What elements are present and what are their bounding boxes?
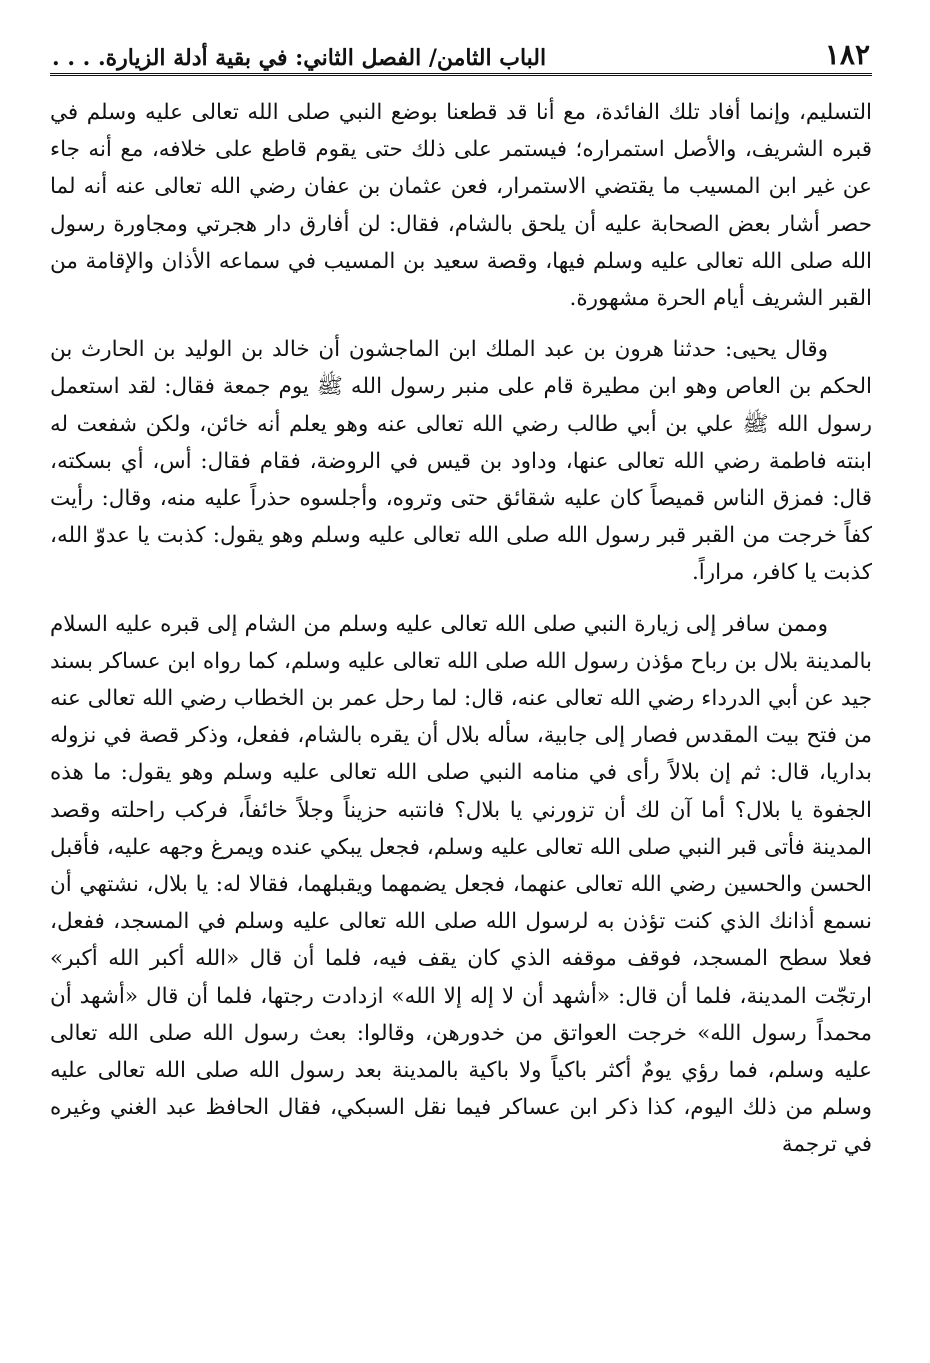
paragraph-3: وممن سافر إلى زيارة النبي صلى الله تعالى عليه وسلم من الشام إلى قبره عليه السلام بالمدينة بلال بن رباح مؤذن رسول الله صلى الله تعالى عليه وسلم، كما رواه ابن عساكر بسند جيد عن أبي الدرداء رضي الله تعالى عنه، قال: لما رحل عمر بن الخطاب رضي الله تعالى عنه من فتح بيت المقدس فصار إلى جابية، سأله بلال أن يقره بالشام، ففعل، وذكر قصة في نزوله بداريا، قال: ثم إن بلالاً رأى في منامه النبي صلى الله تعالى عليه وسلم وهو يقول: ما هذه الجفوة يا بلال؟ أما آن لك أن تزورني يا بلال؟ فانتبه حزيناً وجلاً خائفاً، فركب راحلته وقصد المدينة فأتى قبر النبي صلى الله تعالى عليه وسلم، فجعل يبكي عنده ويمرغ وجهه عليه، فأقبل الحسن والحسين رضي الله تعالى عنهما، فجعل يضمهما ويقبلهما، فقالا له: يا بلال، نشتهي أن نسمع أذانك الذي كنت تؤذن به لرسول الله صلى الله تعالى عليه وسلم في المسجد، ففعل، فعلا سطح المسجد، فوقف موقفه الذي كان يقف فيه، فلما أن قال «الله أكبر الله أكبر» ارتجّت المدينة، فلما أن قال: «أشهد أن لا إله إلا الله» ازدادت رجتها، فلما أن قال «أشهد أن محمداً رسول الله» خرجت العواتق من خدورهن، وقالوا: بعث رسول الله صلى الله تعالى عليه وسلم، فما رؤي يومٌ أكثر باكياً ولا باكية بالمدينة بعد رسول الله صلى الله تعالى عليه وسلم من ذلك اليوم، كذا ذكر ابن عساكر فيما نقل السبكي، فقال الحافظ عبد الغني وغيره في ترجمة [50,611,872,1158]
page-number: ١٨٢ [824,38,870,71]
paragraph-1: التسليم، وإنما أفاد تلك الفائدة، مع أنا قد قطعنا بوضع النبي صلى الله تعالى عليه وسلم في قبره الشريف، والأصل استمراره؛ فيستمر على ذلك حتى يقوم قاطع على خلافه، مع أنه جاء عن غير ابن المسيب ما يقتضي الاستمرار، فعن عثمان بن عفان رضي الله تعالى عنه أنه لما حصر أشار بعض الصحابة عليه أن يلحق بالشام، فقال: لن أفارق دار هجرتي ومجاورة رسول الله صلى الله تعالى عليه وسلم فيها، وقصة سعيد بن المسيب في سماعه الأذان والإقامة من القبر الشريف أيام الحرة مشهورة. [50,100,872,312]
book-page [50,30,872,1340]
page-header [50,30,872,76]
running-title: الباب الثامن/ الفصل الثاني: في بقية أدلة الزيارة. . . . [52,45,547,71]
page-body [50,94,872,1164]
paragraph-2: وقال يحيى: حدثنا هرون بن عبد الملك ابن الماجشون أن خالد بن الوليد بن الحارث بن الحكم بن العاص وهو ابن مطيرة قام على منبر رسول الله ﷺ يوم جمعة فقال: لقد استعمل رسول الله ﷺ علي بن أبي طالب رضي الله تعالى عنه وهو يعلم أنه خائن، ولكن شفعت له ابنته فاطمة رضي الله تعالى عنها، وداود بن قيس في الروضة، فقام فقال: أس، أي بسكته، قال: فمزق الناس قميصاً كان عليه شقائق حتى وتروه، وأجلسوه حذراً عليه منه، وقال: رأيت كفاً خرجت من القبر قبر رسول الله صلى الله تعالى عليه وسلم وهو يقول: كذبت يا عدوّ الله، كذبت يا كافر، مراراً. [50,337,872,586]
